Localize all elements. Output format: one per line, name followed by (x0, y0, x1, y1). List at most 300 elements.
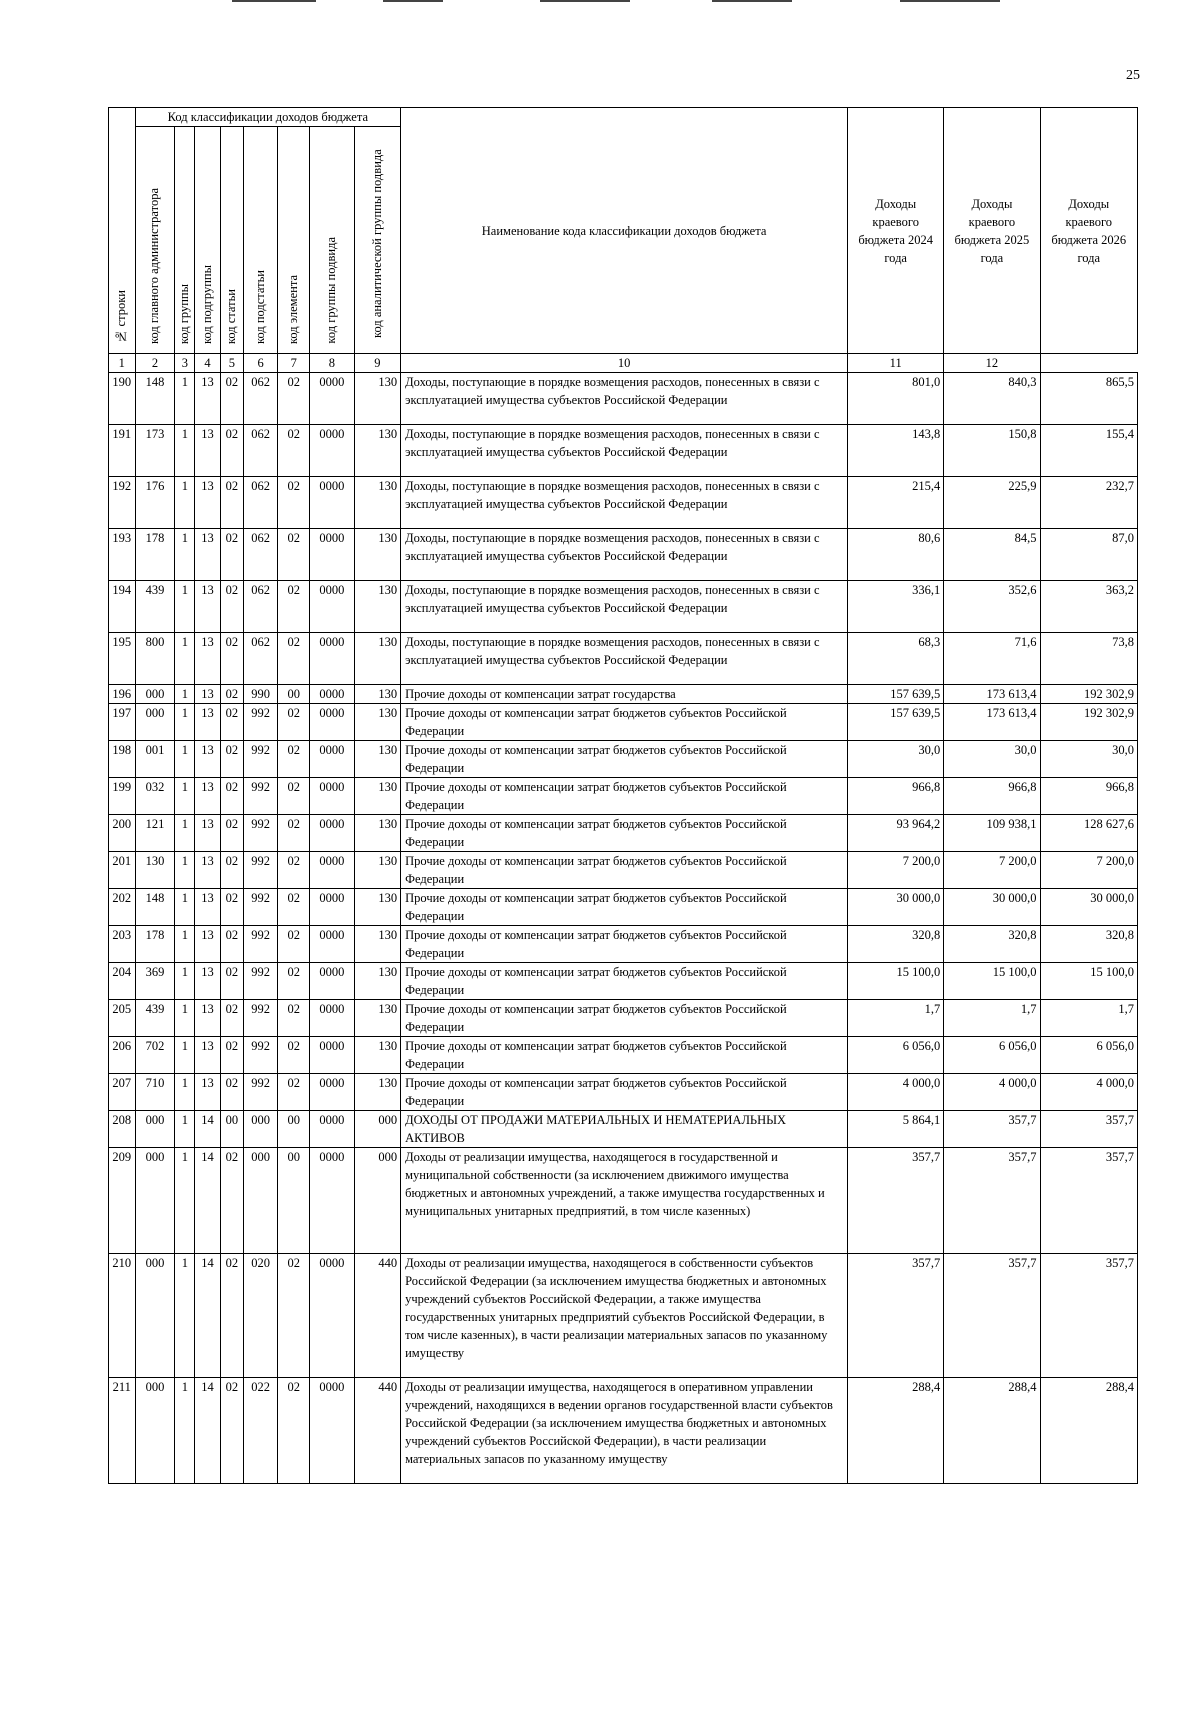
header-row-number: № строки (109, 108, 136, 354)
code-element: 02 (278, 1254, 310, 1378)
amount-2024: 143,8 (848, 425, 944, 477)
code-admin: 178 (135, 926, 175, 963)
table-row (109, 778, 1138, 815)
revenue-name: Доходы, поступающие в порядке возмещения расходов, понесенных в связи с эксплуатацией имущества субъектов Российской Федерации (401, 373, 848, 425)
code-subgroup: 13 (195, 889, 220, 926)
code-subarticle: 000 (243, 1111, 277, 1148)
table-row (109, 704, 1138, 741)
code-admin: 702 (135, 1037, 175, 1074)
table-row (109, 373, 1138, 425)
code-analytic-group: 130 (354, 852, 401, 889)
amount-2025: 357,7 (944, 1111, 1040, 1148)
code-subgroup: 13 (195, 581, 220, 633)
table-row (109, 1148, 1138, 1254)
code-subtype-group: 0000 (310, 852, 354, 889)
row-number: 206 (109, 1037, 136, 1074)
code-element: 02 (278, 704, 310, 741)
row-number: 211 (109, 1378, 136, 1484)
code-subtype-group: 0000 (310, 477, 354, 529)
row-number: 193 (109, 529, 136, 581)
table-row (109, 852, 1138, 889)
code-element: 02 (278, 741, 310, 778)
code-subgroup: 13 (195, 778, 220, 815)
code-analytic-group: 130 (354, 1000, 401, 1037)
revenue-name: Доходы от реализации имущества, находящегося в государственной и муниципальной собственности (за исключением движимого имущества бюджетных и автономных учреждений, а также имущества государственных и муниципальных унитарных предприятий, в том числе казенных) (401, 1148, 848, 1254)
amount-2025: 150,8 (944, 425, 1040, 477)
code-admin: 710 (135, 1074, 175, 1111)
scan-edge-line (900, 0, 1000, 2)
row-number: 192 (109, 477, 136, 529)
amount-2024: 1,7 (848, 1000, 944, 1037)
code-subgroup: 13 (195, 1000, 220, 1037)
code-analytic-group: 130 (354, 1074, 401, 1111)
code-subtype-group: 0000 (310, 741, 354, 778)
code-analytic-group: 130 (354, 529, 401, 581)
code-article: 02 (220, 373, 243, 425)
code-subtype-group: 0000 (310, 581, 354, 633)
code-subtype-group: 0000 (310, 926, 354, 963)
revenue-name: Доходы, поступающие в порядке возмещения расходов, понесенных в связи с эксплуатацией имущества субъектов Российской Федерации (401, 425, 848, 477)
code-element: 02 (278, 926, 310, 963)
amount-2026: 192 302,9 (1040, 685, 1137, 704)
code-subarticle: 992 (243, 926, 277, 963)
header-code-subarticle: код подстатьи (243, 127, 277, 354)
amount-2026: 320,8 (1040, 926, 1137, 963)
code-article: 02 (220, 889, 243, 926)
code-subarticle: 992 (243, 1037, 277, 1074)
amount-2026: 363,2 (1040, 581, 1137, 633)
amount-2024: 966,8 (848, 778, 944, 815)
column-number: 9 (354, 354, 401, 373)
code-group: 1 (175, 529, 195, 581)
row-number: 210 (109, 1254, 136, 1378)
code-subtype-group: 0000 (310, 1378, 354, 1484)
header-year-2025: Доходы краевого бюджета 2025 года (944, 108, 1040, 354)
code-subgroup: 13 (195, 1037, 220, 1074)
code-group: 1 (175, 1378, 195, 1484)
code-subgroup: 13 (195, 926, 220, 963)
code-subarticle: 992 (243, 852, 277, 889)
code-element: 02 (278, 425, 310, 477)
table-row (109, 1037, 1138, 1074)
code-subarticle: 992 (243, 741, 277, 778)
budget-revenue-table (108, 107, 1138, 1484)
code-element: 00 (278, 1111, 310, 1148)
code-element: 00 (278, 1148, 310, 1254)
scan-edge-line (383, 0, 443, 2)
amount-2024: 288,4 (848, 1378, 944, 1484)
code-article: 02 (220, 425, 243, 477)
code-admin: 121 (135, 815, 175, 852)
code-article: 00 (220, 1111, 243, 1148)
code-element: 02 (278, 1378, 310, 1484)
code-group: 1 (175, 1000, 195, 1037)
code-subtype-group: 0000 (310, 815, 354, 852)
revenue-name: Прочие доходы от компенсации затрат бюджетов субъектов Российской Федерации (401, 741, 848, 778)
revenue-name: Доходы от реализации имущества, находящегося в оперативном управлении учреждений, находящихся в ведении органов государственной власти субъектов Российской Федерации (за исключением имущества бюджетных и автономных учреждений субъектов Российской Федерации), в части реализации материальных запасов по указанному имуществу (401, 1378, 848, 1484)
code-group: 1 (175, 477, 195, 529)
code-admin: 439 (135, 581, 175, 633)
amount-2026: 966,8 (1040, 778, 1137, 815)
code-subarticle: 992 (243, 1000, 277, 1037)
code-subgroup: 13 (195, 373, 220, 425)
code-analytic-group: 130 (354, 581, 401, 633)
amount-2025: 30,0 (944, 741, 1040, 778)
amount-2024: 357,7 (848, 1254, 944, 1378)
revenue-name: Доходы, поступающие в порядке возмещения расходов, понесенных в связи с эксплуатацией имущества субъектов Российской Федерации (401, 477, 848, 529)
table-row (109, 1378, 1138, 1484)
code-subtype-group: 0000 (310, 1148, 354, 1254)
code-subgroup: 13 (195, 425, 220, 477)
code-analytic-group: 440 (354, 1378, 401, 1484)
amount-2024: 5 864,1 (848, 1111, 944, 1148)
code-subtype-group: 0000 (310, 1037, 354, 1074)
row-number: 198 (109, 741, 136, 778)
table-row (109, 815, 1138, 852)
code-admin: 000 (135, 1378, 175, 1484)
column-number: 11 (848, 354, 944, 373)
code-group: 1 (175, 926, 195, 963)
code-group: 1 (175, 1254, 195, 1378)
amount-2024: 30 000,0 (848, 889, 944, 926)
table-row (109, 1074, 1138, 1111)
code-article: 02 (220, 815, 243, 852)
code-admin: 178 (135, 529, 175, 581)
code-subtype-group: 0000 (310, 425, 354, 477)
code-subtype-group: 0000 (310, 1111, 354, 1148)
amount-2026: 30,0 (1040, 741, 1137, 778)
code-group: 1 (175, 581, 195, 633)
code-analytic-group: 130 (354, 963, 401, 1000)
code-subgroup: 14 (195, 1378, 220, 1484)
column-number-row (109, 354, 1138, 373)
amount-2026: 128 627,6 (1040, 815, 1137, 852)
code-subtype-group: 0000 (310, 1254, 354, 1378)
code-element: 02 (278, 1074, 310, 1111)
page-number: 25 (1126, 68, 1140, 83)
code-analytic-group: 130 (354, 1037, 401, 1074)
code-element: 02 (278, 373, 310, 425)
code-admin: 032 (135, 778, 175, 815)
code-subarticle: 062 (243, 633, 277, 685)
code-article: 02 (220, 741, 243, 778)
code-article: 02 (220, 529, 243, 581)
amount-2024: 801,0 (848, 373, 944, 425)
header-code-group: Код классификации доходов бюджета (135, 108, 401, 127)
table-row (109, 581, 1138, 633)
scan-edge-line (232, 0, 316, 2)
amount-2024: 80,6 (848, 529, 944, 581)
code-subgroup: 13 (195, 815, 220, 852)
scan-edge-line (712, 0, 792, 2)
column-number: 3 (175, 354, 195, 373)
code-subarticle: 992 (243, 704, 277, 741)
amount-2025: 225,9 (944, 477, 1040, 529)
code-analytic-group: 000 (354, 1111, 401, 1148)
code-subarticle: 990 (243, 685, 277, 704)
amount-2025: 71,6 (944, 633, 1040, 685)
code-admin: 130 (135, 852, 175, 889)
code-article: 02 (220, 581, 243, 633)
amount-2026: 6 056,0 (1040, 1037, 1137, 1074)
row-number: 208 (109, 1111, 136, 1148)
code-subgroup: 13 (195, 963, 220, 1000)
table-row (109, 889, 1138, 926)
code-subgroup: 13 (195, 704, 220, 741)
amount-2024: 7 200,0 (848, 852, 944, 889)
code-admin: 176 (135, 477, 175, 529)
column-number: 8 (310, 354, 354, 373)
amount-2026: 87,0 (1040, 529, 1137, 581)
column-number: 5 (220, 354, 243, 373)
code-subarticle: 020 (243, 1254, 277, 1378)
code-admin: 173 (135, 425, 175, 477)
code-subgroup: 14 (195, 1254, 220, 1378)
code-subarticle: 000 (243, 1148, 277, 1254)
amount-2025: 15 100,0 (944, 963, 1040, 1000)
revenue-name: Прочие доходы от компенсации затрат бюджетов субъектов Российской Федерации (401, 704, 848, 741)
code-subtype-group: 0000 (310, 889, 354, 926)
code-subarticle: 062 (243, 529, 277, 581)
row-number: 191 (109, 425, 136, 477)
amount-2026: 192 302,9 (1040, 704, 1137, 741)
table-row (109, 1000, 1138, 1037)
table-row (109, 529, 1138, 581)
code-analytic-group: 130 (354, 889, 401, 926)
row-number: 196 (109, 685, 136, 704)
table-row (109, 425, 1138, 477)
code-subtype-group: 0000 (310, 778, 354, 815)
code-element: 02 (278, 529, 310, 581)
code-analytic-group: 130 (354, 704, 401, 741)
code-group: 1 (175, 1148, 195, 1254)
code-subgroup: 13 (195, 477, 220, 529)
amount-2025: 1,7 (944, 1000, 1040, 1037)
column-number: 10 (401, 354, 848, 373)
code-article: 02 (220, 852, 243, 889)
row-number: 205 (109, 1000, 136, 1037)
row-number: 203 (109, 926, 136, 963)
row-number: 195 (109, 633, 136, 685)
column-number: 7 (278, 354, 310, 373)
code-admin: 001 (135, 741, 175, 778)
code-analytic-group: 000 (354, 1148, 401, 1254)
amount-2024: 4 000,0 (848, 1074, 944, 1111)
code-element: 02 (278, 852, 310, 889)
amount-2025: 288,4 (944, 1378, 1040, 1484)
column-number: 4 (195, 354, 220, 373)
code-element: 00 (278, 685, 310, 704)
code-subarticle: 992 (243, 963, 277, 1000)
table-row (109, 741, 1138, 778)
code-subtype-group: 0000 (310, 704, 354, 741)
revenue-name: Доходы, поступающие в порядке возмещения расходов, понесенных в связи с эксплуатацией имущества субъектов Российской Федерации (401, 529, 848, 581)
amount-2026: 73,8 (1040, 633, 1137, 685)
code-group: 1 (175, 685, 195, 704)
amount-2025: 6 056,0 (944, 1037, 1040, 1074)
amount-2025: 966,8 (944, 778, 1040, 815)
code-article: 02 (220, 1000, 243, 1037)
revenue-name: Прочие доходы от компенсации затрат бюджетов субъектов Российской Федерации (401, 926, 848, 963)
amount-2026: 865,5 (1040, 373, 1137, 425)
code-group: 1 (175, 704, 195, 741)
code-subgroup: 14 (195, 1111, 220, 1148)
amount-2025: 173 613,4 (944, 704, 1040, 741)
code-analytic-group: 130 (354, 685, 401, 704)
code-admin: 000 (135, 685, 175, 704)
code-analytic-group: 130 (354, 926, 401, 963)
amount-2026: 7 200,0 (1040, 852, 1137, 889)
code-analytic-group: 130 (354, 815, 401, 852)
amount-2025: 84,5 (944, 529, 1040, 581)
code-admin: 000 (135, 1148, 175, 1254)
amount-2025: 7 200,0 (944, 852, 1040, 889)
revenue-name: Прочие доходы от компенсации затрат бюджетов субъектов Российской Федерации (401, 963, 848, 1000)
code-article: 02 (220, 633, 243, 685)
header-code-subgroup: код подгруппы (195, 127, 220, 354)
amount-2026: 1,7 (1040, 1000, 1137, 1037)
code-group: 1 (175, 778, 195, 815)
column-number: 1 (109, 354, 136, 373)
code-subtype-group: 0000 (310, 1000, 354, 1037)
table-body (109, 373, 1138, 1484)
table-row (109, 477, 1138, 529)
amount-2024: 215,4 (848, 477, 944, 529)
code-element: 02 (278, 778, 310, 815)
amount-2025: 357,7 (944, 1254, 1040, 1378)
revenue-name: Прочие доходы от компенсации затрат бюджетов субъектов Российской Федерации (401, 1037, 848, 1074)
row-number: 190 (109, 373, 136, 425)
amount-2024: 15 100,0 (848, 963, 944, 1000)
code-group: 1 (175, 889, 195, 926)
amount-2024: 157 639,5 (848, 704, 944, 741)
row-number: 204 (109, 963, 136, 1000)
amount-2025: 357,7 (944, 1148, 1040, 1254)
code-element: 02 (278, 815, 310, 852)
table-row (109, 1111, 1138, 1148)
revenue-name: Прочие доходы от компенсации затрат бюджетов субъектов Российской Федерации (401, 1074, 848, 1111)
code-admin: 000 (135, 1254, 175, 1378)
code-element: 02 (278, 1000, 310, 1037)
amount-2025: 173 613,4 (944, 685, 1040, 704)
amount-2024: 357,7 (848, 1148, 944, 1254)
revenue-name: ДОХОДЫ ОТ ПРОДАЖИ МАТЕРИАЛЬНЫХ И НЕМАТЕРИАЛЬНЫХ АКТИВОВ (401, 1111, 848, 1148)
code-group: 1 (175, 1074, 195, 1111)
table-row (109, 1254, 1138, 1378)
amount-2025: 352,6 (944, 581, 1040, 633)
revenue-name: Прочие доходы от компенсации затрат бюджетов субъектов Российской Федерации (401, 852, 848, 889)
revenue-name: Прочие доходы от компенсации затрат бюджетов субъектов Российской Федерации (401, 778, 848, 815)
code-subgroup: 13 (195, 685, 220, 704)
revenue-name: Прочие доходы от компенсации затрат бюджетов субъектов Российской Федерации (401, 815, 848, 852)
amount-2026: 30 000,0 (1040, 889, 1137, 926)
code-subarticle: 992 (243, 889, 277, 926)
amount-2026: 232,7 (1040, 477, 1137, 529)
code-analytic-group: 130 (354, 425, 401, 477)
code-group: 1 (175, 1111, 195, 1148)
code-article: 02 (220, 963, 243, 1000)
row-number: 207 (109, 1074, 136, 1111)
code-group: 1 (175, 815, 195, 852)
amount-2025: 30 000,0 (944, 889, 1040, 926)
column-number: 12 (944, 354, 1040, 373)
code-article: 02 (220, 926, 243, 963)
code-element: 02 (278, 963, 310, 1000)
code-subarticle: 992 (243, 1074, 277, 1111)
header-code-subtype-group: код группы подвида (310, 127, 354, 354)
code-subtype-group: 0000 (310, 1074, 354, 1111)
revenue-name: Прочие доходы от компенсации затрат бюджетов субъектов Российской Федерации (401, 1000, 848, 1037)
code-subgroup: 13 (195, 741, 220, 778)
code-subtype-group: 0000 (310, 633, 354, 685)
code-subgroup: 13 (195, 852, 220, 889)
amount-2024: 93 964,2 (848, 815, 944, 852)
code-subarticle: 062 (243, 373, 277, 425)
code-admin: 439 (135, 1000, 175, 1037)
header-year-2024: Доходы краевого бюджета 2024 года (848, 108, 944, 354)
code-subgroup: 13 (195, 529, 220, 581)
code-group: 1 (175, 1037, 195, 1074)
code-admin: 369 (135, 963, 175, 1000)
code-admin: 800 (135, 633, 175, 685)
code-element: 02 (278, 889, 310, 926)
code-article: 02 (220, 1378, 243, 1484)
table-row (109, 685, 1138, 704)
row-number: 199 (109, 778, 136, 815)
header-code-analytic-group: код аналитической группы подвида (354, 127, 401, 354)
revenue-name: Доходы от реализации имущества, находящегося в собственности субъектов Российской Федерации (за исключением имущества бюджетных и автономных учреждений субъектов Российской Федерации, а также имущества государственных унитарных предприятий субъектов Российской Федерации, в том числе казенных), в части реализации материальных запасов по указанному имуществу (401, 1254, 848, 1378)
table-row (109, 926, 1138, 963)
code-subtype-group: 0000 (310, 529, 354, 581)
amount-2025: 109 938,1 (944, 815, 1040, 852)
code-analytic-group: 130 (354, 373, 401, 425)
code-subarticle: 992 (243, 778, 277, 815)
amount-2026: 15 100,0 (1040, 963, 1137, 1000)
column-number: 6 (243, 354, 277, 373)
code-group: 1 (175, 373, 195, 425)
header-year-2026: Доходы краевого бюджета 2026 года (1040, 108, 1137, 354)
row-number: 202 (109, 889, 136, 926)
amount-2024: 157 639,5 (848, 685, 944, 704)
code-article: 02 (220, 1037, 243, 1074)
code-analytic-group: 130 (354, 778, 401, 815)
amount-2024: 6 056,0 (848, 1037, 944, 1074)
code-group: 1 (175, 633, 195, 685)
table-header (109, 108, 1138, 373)
amount-2026: 155,4 (1040, 425, 1137, 477)
amount-2026: 357,7 (1040, 1254, 1137, 1378)
amount-2026: 4 000,0 (1040, 1074, 1137, 1111)
code-element: 02 (278, 633, 310, 685)
code-admin: 000 (135, 704, 175, 741)
code-subgroup: 13 (195, 1074, 220, 1111)
code-subtype-group: 0000 (310, 685, 354, 704)
revenue-name: Прочие доходы от компенсации затрат бюджетов субъектов Российской Федерации (401, 889, 848, 926)
code-analytic-group: 440 (354, 1254, 401, 1378)
revenue-name: Доходы, поступающие в порядке возмещения расходов, понесенных в связи с эксплуатацией имущества субъектов Российской Федерации (401, 633, 848, 685)
code-subarticle: 992 (243, 815, 277, 852)
code-article: 02 (220, 1254, 243, 1378)
header-code-group-col: код группы (175, 127, 195, 354)
code-subtype-group: 0000 (310, 373, 354, 425)
row-number: 200 (109, 815, 136, 852)
code-subarticle: 062 (243, 477, 277, 529)
column-number: 2 (135, 354, 175, 373)
amount-2025: 4 000,0 (944, 1074, 1040, 1111)
revenue-name: Доходы, поступающие в порядке возмещения расходов, понесенных в связи с эксплуатацией имущества субъектов Российской Федерации (401, 581, 848, 633)
amount-2026: 357,7 (1040, 1148, 1137, 1254)
code-group: 1 (175, 963, 195, 1000)
